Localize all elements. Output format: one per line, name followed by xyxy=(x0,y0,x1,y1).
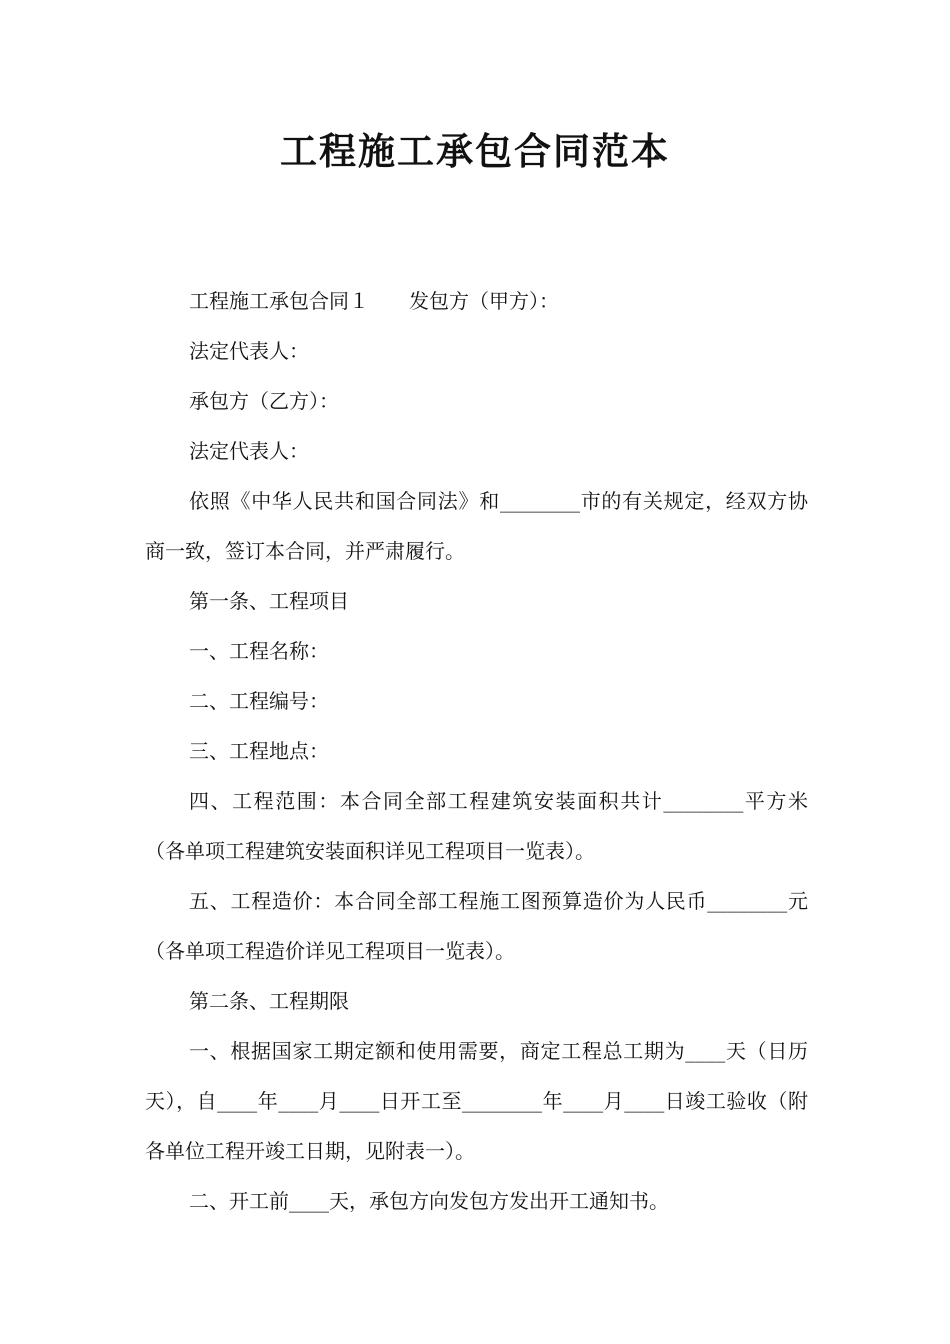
paragraph-text: 承包方（乙方）： xyxy=(189,389,339,413)
paragraph-text: 四、工程范围：本合同全部工程建筑安装面积共计________平方米（各单项工程建筑安装面积详见工程项目一览表）。 xyxy=(145,789,808,863)
paragraph-preamble xyxy=(145,476,808,576)
paragraph-text: 法定代表人： xyxy=(189,439,309,463)
paragraph-text: 法定代表人： xyxy=(189,339,309,363)
paragraph-text: 一、根据国家工期定额和使用需要，商定工程总工期为____天（日历天），自____年____月____日开工至________年____月____日竣工验收（附各单位工程开竣工日期，见附表一）。 xyxy=(145,1039,808,1163)
party-a-label: 发包方（甲方）： xyxy=(409,289,559,313)
paragraph-party-b-representative xyxy=(145,426,808,476)
paragraph-text: 依照《中华人民共和国合同法》和________市的有关规定，经双方协商一致，签订本合同，并严肃履行。 xyxy=(145,489,808,563)
paragraph-party-b xyxy=(145,376,808,426)
paragraph-project-cost xyxy=(145,876,808,976)
paragraph-article-2-heading xyxy=(145,976,808,1026)
paragraph-party-a-representative xyxy=(145,326,808,376)
document-body xyxy=(145,276,808,1226)
paragraph-text: 二、工程编号： xyxy=(189,689,329,713)
paragraph-text: 第二条、工程期限 xyxy=(189,989,349,1013)
paragraph-start-notice xyxy=(145,1176,808,1226)
document-title: 工程施工承包合同范本 xyxy=(280,130,670,173)
paragraph-text: 一、工程名称： xyxy=(189,639,329,663)
paragraph-text: 五、工程造价：本合同全部工程施工图预算造价为人民币________元（各单项工程造价详见工程项目一览表）。 xyxy=(145,889,808,963)
contract-number-label: 工程施工承包合同１ xyxy=(189,289,369,313)
paragraph-project-location xyxy=(145,726,808,776)
paragraph-article-1-heading xyxy=(145,576,808,626)
paragraph-text: 二、开工前____天，承包方向发包方发出开工通知书。 xyxy=(189,1189,669,1213)
paragraph-project-scope xyxy=(145,776,808,876)
paragraph-text: 第一条、工程项目 xyxy=(189,589,349,613)
paragraph-text: 三、工程地点： xyxy=(189,739,329,763)
paragraph-project-name xyxy=(145,626,808,676)
paragraph-contract-heading xyxy=(145,276,808,326)
paragraph-project-number xyxy=(145,676,808,726)
paragraph-total-duration xyxy=(145,1026,808,1176)
